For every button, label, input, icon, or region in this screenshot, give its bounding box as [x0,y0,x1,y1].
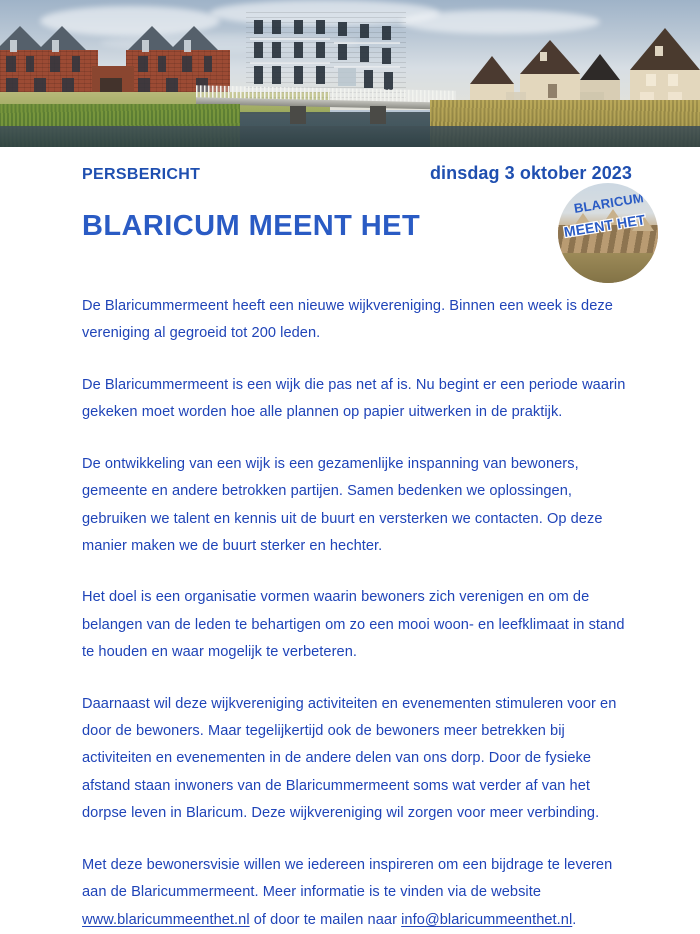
paragraph: Het doel is een organisatie vormen waarin bewoners zich verenigen en om de belangen van de leden te behartigen om zo een mooi woon- en leefklimaat in stand te houden en waar mogelijk te verbeteren. [82,589,625,661]
logo-text [558,183,658,283]
paragraph: De Blaricummermeent heeft een nieuwe wijkvereniging. Binnen een week is deze vereniging al gegroeid tot 200 leden. [82,298,613,342]
paragraph: De ontwikkeling van een wijk is een gezamenlijke inspanning van bewoners, gemeente en andere betrokken partijen. Samen bedenken we oplossingen, gebruiken we talent en kennis uit de buurt en versterken we contacten. Op deze manier maken we de buurt sterker en hechter. [82,455,603,554]
hero-image [0,0,700,147]
logo-line-2: MEENT HET [562,211,647,240]
publication-date: dinsdag 3 oktober 2023 [429,163,632,183]
document-content [0,147,700,934]
closing-text-middle: of door te mailen naar [249,911,402,928]
email-link[interactable]: info@blaricummeenthet.nl [401,911,573,928]
body-copy [82,293,636,934]
paragraph: De Blaricummermeent is een wijk die pas net af is. Nu begint er een periode waarin gekeken moet worden hoe alle plannen op papier uitwerken in de praktijk. [82,376,626,421]
cloud-shape [400,10,600,34]
website-link[interactable]: www.blaricummeenthet.nl [82,911,250,928]
meta-row [82,147,636,184]
kicker-label: PERSBERICHT [82,166,201,183]
closing-text-tail: . [572,911,577,928]
title-row [82,190,647,271]
hero-water-foreground [0,126,700,147]
paragraph: Daarnaast wil deze wijkvereniging activiteiten en evenementen stimuleren voor en door de bewoners. Maar tegelijkertijd ook de bewoners meer betrekken bij activiteiten en evenementen in de andere delen van ons dorp. Door de fysieke afstand staan inwoners van de Blaricummermeent soms wat verder af van het dorpse leven in Blaricum. Deze wijkvereniging wil zorgen voor meer verbinding. [82,695,617,822]
hero-apartment-block [246,12,406,98]
closing-paragraph [82,852,636,934]
page-title: BLARICUM MEENT HET [82,210,421,242]
blaricum-meent-het-logo [558,183,658,283]
logo-line-1: BLARICUM [572,190,645,216]
closing-text-lead: Met deze bewonersvisie willen we iedereen inspireren om een bijdrage te leveren aan de Blaricummermeent. Meer informatie is te vinden via de website [82,856,613,901]
